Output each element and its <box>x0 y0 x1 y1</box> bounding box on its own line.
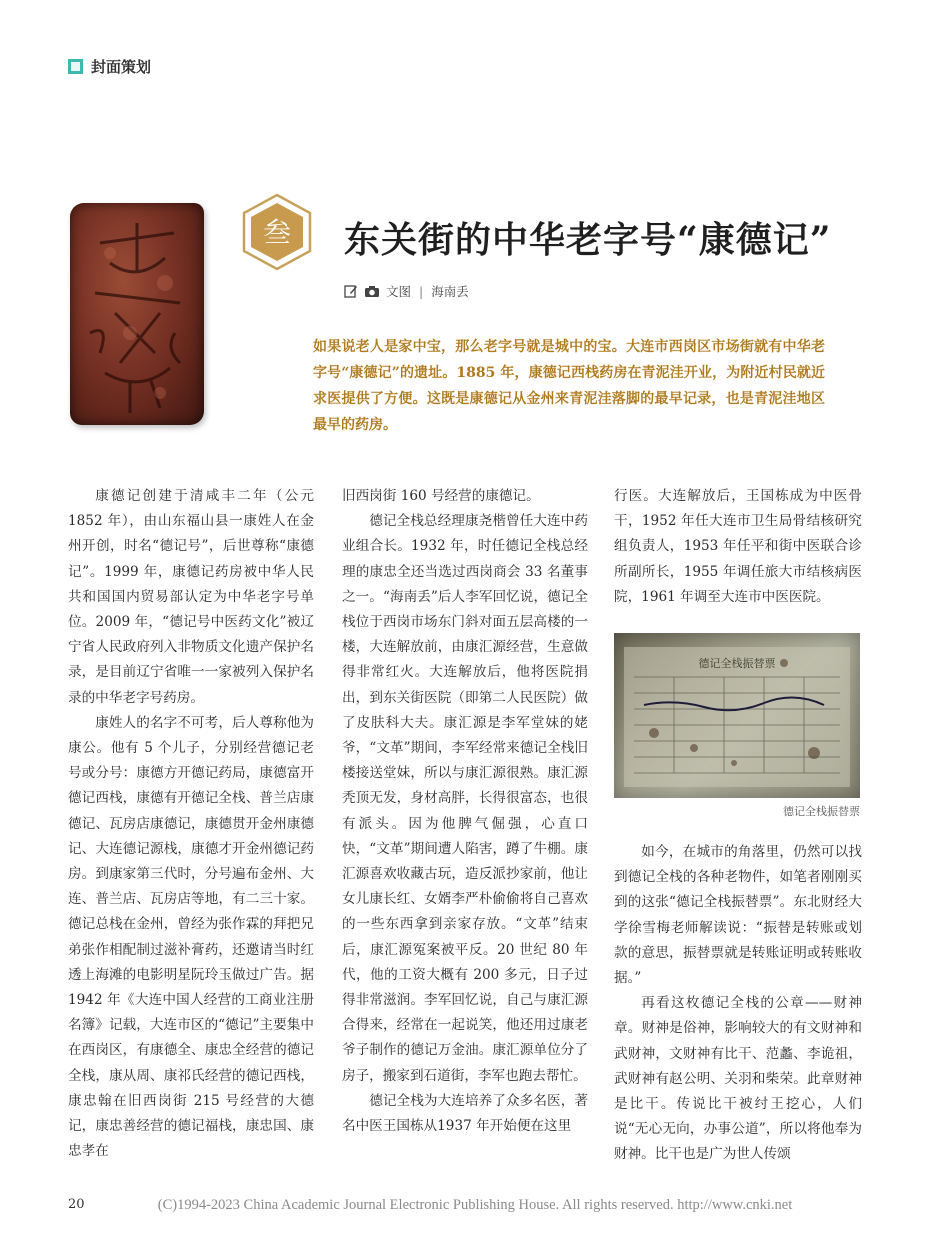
column-2 <box>342 484 588 1139</box>
seal-photo <box>70 203 204 425</box>
article-title: 东关街的中华老字号“康德记” <box>344 219 832 261</box>
paragraph: 再看这枚德记全栈的公章——财神章。财神是俗神，影响较大的有文财神和武财神，文财神有比干、范蠡、李诡祖，武财神有赵公明、关羽和柴荣。此章财神是比干。传说比干被纣王挖心，人们说“无心无向，办事公道”，所以将他奉为财神。比干也是广为世人传颂 <box>614 995 862 1163</box>
paragraph: 德记全栈总经理康尧楷曾任大连中药业组合长。1932 年，时任德记全栈总经理的康忠全还当选过西岗商会 33 名董事之一。“海南丢”后人李军回忆说，德记全栈位于西岗市场东门斜对面五层高楼的一楼，大连解放前，由康汇源经营，生意做得非常红火。大连解放后，他将医院捐出，到东关街医院（即第二人民医院）做了皮肤科大夫。康汇源是李军堂妹的姥爷，“文革”期间，李军经常来德记全栈旧楼接送堂妹，所以与康汇源很熟。康汇源秃顶无发，身材高胖，长得很富态，也很有派头。因为他脾气倔强，心直口快，“文革”期间遭人陷害，蹲了牛棚。康汇源喜欢收藏古玩，造反派抄家前，他让女儿康长红、女婿李严朴偷偷将自己喜欢的一些东西拿到亲家存放。“文革”结束后，康汇源冤案被平反。20 世纪 80 年代，他的工资大概有 200 多元，日子过得非常滋润。李军回忆说，自己与康汇源合得来，经常在一起说笑，他还用过康老爷子制作的德记万金油。康汇源单位分了房子，搬家到石道街，李军也跑去帮忙。 <box>342 513 588 1084</box>
byline-separator: | <box>419 283 424 299</box>
byline-author: 海南丢 <box>431 284 469 299</box>
paragraph: 旧西岗街 160 号经营的康德记。 <box>342 488 540 504</box>
hexagon-badge <box>237 192 317 272</box>
receipt-image <box>614 633 860 798</box>
paragraph: 康姓人的名字不可考，后人尊称他为康公。他有 5 个儿子，分别经营德记老号或分号：康德方开德记药局，康德富开德记西栈，康德有开德记全栈、普兰店康德记、瓦房店康德记，康德贯开金州康德记、大连德记源栈，康德才开金州德记药房。到康家第三代时，分号遍布金州、大连、普兰店、瓦房店等地，有二三十家。德记总栈在金州，曾经为张作霖的拜把兄弟张作相配制过滋补膏药，还邀请当时红透上海滩的电影明星阮玲玉做过广告。据 1942 年《大连中国人经营的工商业注册名簿》记载，大连市区的“德记”主要集中在西岗区，有康德全、康忠全经营的德记全栈，康从周、康祁氏经营的德记西栈，康忠翰在旧西岗街 215 号经营的大德记，康忠善经营的德记福栈，康忠国、康忠孝在 <box>68 714 314 1160</box>
paragraph: 如今，在城市的角落里，仍然可以找到德记全栈的各种老物件，如笔者刚刚买到的这张“德记全栈振替票”。东北财经大学徐雪梅老师解读说：“振替是转账或划款的意思，振替票就是转账证明或转账收据。” <box>614 844 862 987</box>
byline <box>344 282 469 300</box>
seal-carving-image <box>70 203 204 425</box>
column-3 <box>614 484 862 610</box>
column-3-lower <box>614 840 862 1168</box>
column-1 <box>68 484 314 1164</box>
receipt-title: 德记全栈振替票 <box>698 657 776 670</box>
paragraph: 行医。大连解放后，王国栋成为中医骨干，1952 年任大连市卫生局骨结核研究组负责人，1953 年任平和街中医联合诊所副所长，1955 年调任旅大市结核病医院，1961 年调至大连市中医医院。 <box>614 488 862 605</box>
section-tag <box>68 56 151 77</box>
photo-caption: 德记全栈振替票 <box>783 805 860 818</box>
receipt-photo <box>614 633 860 798</box>
byline-label: 文图 <box>386 284 412 299</box>
paragraph: 德记全栈为大连培养了众多名医，著名中医王国栋从1937 年开始便在这里 <box>342 1092 588 1135</box>
pen-icon <box>344 284 358 298</box>
badge-char: 叁 <box>262 216 292 249</box>
section-label: 封面策划 <box>91 58 152 76</box>
camera-icon <box>364 285 380 298</box>
lead-paragraph <box>313 334 825 438</box>
page-number: 20 <box>68 1197 85 1212</box>
paragraph: 康德记创建于清咸丰二年（公元 1852 年），由山东福山县一康姓人在金州开创，时名“德记号”，后世尊称“康德记”。1999 年，康德记药房被中华人民共和国国内贸易部认定为中华老字号单位。2009 年，“德记号中医药文化”被辽宁省人民政府列入非物质文化遗产保护名录，是目前辽宁省唯一一家被列入保护名录的中华老字号药房。 <box>68 488 314 706</box>
square-icon <box>68 59 83 74</box>
lead-text: 如果说老人是家中宝，那么老字号就是城中的宝。大连市西岗区市场街就有中华老字号“康德记”的遗址。1885 年，康德记西栈药房在青泥洼开业，为附近村民就近求医提供了方便。这既是康德记从金州来青泥洼落脚的最早记录，也是青泥洼地区最早的药房。 <box>313 339 825 433</box>
copyright-footer: (C)1994-2023 China Academic Journal Electronic Publishing House. All rights reserved. http://www.cnki.net <box>157 1197 793 1213</box>
